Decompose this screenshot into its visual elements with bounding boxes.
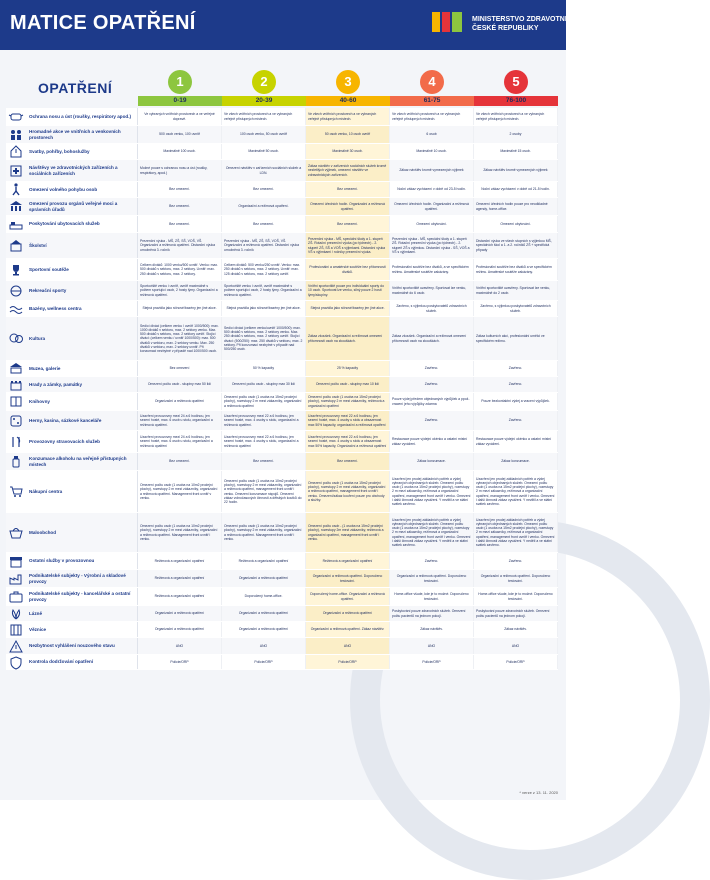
measure-cell-level-4: Poskytování pouze zdravotních služeb. Omezení počtu pacientů na jednom pokoji. — [390, 606, 474, 621]
measure-cell-level-3: Režimová a organizační opatření — [306, 553, 390, 569]
measure-category — [6, 198, 138, 215]
measure-cell-level-1: Možné pouze s ochranou nosu a úst (roušky, respirátory, apod.) — [138, 160, 222, 181]
table-row — [6, 431, 558, 453]
measure-cell-level-1: 500 osob venku, 100 uvnitř — [138, 126, 222, 143]
castle-icon — [8, 378, 24, 392]
table-row — [6, 216, 558, 233]
measure-cell-level-1: Režimová a organizační opatření — [138, 588, 222, 605]
measure-cell-level-5: Omezení úředních hodin pouze pro neodkladné agendy, home-office. — [474, 198, 558, 215]
measure-cell-level-4: Home-office všude, kde je to možné. Doporučeno testování. — [390, 588, 474, 605]
measure-cell-level-5: Uzavření jen prodej základních potřeb a výdej vybraných objednaných služeb. Omezení počtu osob (1 osoba na 15m2 prodejní plochy), rozestupy 2 m mezi zákazníky, režimová a organizační opatření, management front uvnitř i venku. Omezení i další činnosti zákaz vyváženi. Y nedělí a ve státní svátek zavřeno. — [474, 513, 558, 552]
measure-category — [6, 317, 138, 360]
measure-cell-level-5: ANO — [474, 638, 558, 654]
measure-category — [6, 471, 138, 512]
measure-category — [6, 588, 138, 605]
section-title: OPATŘENÍ — [38, 80, 113, 96]
measure-cell-level-1: Policie/ORP — [138, 655, 222, 669]
measure-cell-level-5: Zavřeno. — [474, 361, 558, 376]
measure-category — [6, 233, 138, 258]
measure-cell-level-5: Zavřeno. — [474, 553, 558, 569]
measure-category-label: Hrady a zámky, památky — [29, 381, 83, 387]
ball-icon — [8, 284, 24, 298]
measure-category — [6, 259, 138, 280]
measure-cell-level-5: Organizační a režimová opatření. Doporučeno testování. — [474, 570, 558, 587]
measure-category-label: Provozovny stravovacích služeb — [29, 438, 100, 444]
store-icon — [8, 554, 24, 568]
measure-cell-level-4: Zákaz konzumace. — [390, 453, 474, 470]
measure-cell-level-4: Prezenční výuka - MŠ, speciální školy a 1. stupeň ZŠ. Rotační prezenční výuka (po týdnech) - 2. stupeň ZŠ s výjimkou. Distanční výuka - SŠ, VOŠ a VŠ s výjimkami. — [390, 233, 474, 258]
measure-cell-level-2: Ve všech vnitřních prostorech a ve vybraných veřejně přístupných místech. — [222, 108, 306, 125]
measure-cell-level-1: Prezenční výuka - MŠ, ZŠ, SŠ, VOŠ, VŠ. Organizační a režimová opatření. Distanční výuka umožněná 3. ročník — [138, 233, 222, 258]
measure-category-label: Bazény, wellness centra — [29, 305, 82, 311]
table-row — [6, 471, 558, 513]
table-row — [6, 411, 558, 431]
table-row — [6, 301, 558, 317]
basket-icon — [8, 526, 24, 540]
measure-cell-level-5: Pouze bezkontaktní výdej a vracení výpůjček. — [474, 393, 558, 410]
measure-cell-level-3: Bez omezení. — [306, 216, 390, 232]
measure-category-label: Konzumace alkoholu na veřejně přístupných místech — [29, 456, 127, 467]
measure-category-label: Kultura — [29, 335, 46, 341]
measure-category — [6, 281, 138, 300]
measure-cell-level-2: Doporučený home-office. — [222, 588, 306, 605]
measure-cell-level-5: Omezení ubytování. — [474, 216, 558, 232]
measure-cell-level-4: Noční zákaz vycházení v době od 23-5 hodin. — [390, 182, 474, 197]
measure-cell-level-3: Ve všech vnitřních prostorech a ve vybraných veřejně přístupných místech. — [306, 108, 390, 125]
measure-category-label: Muzea, galerie — [29, 365, 61, 371]
measure-cell-level-5: Zákaz konzumace. — [474, 453, 558, 470]
measure-cell-level-4: Omezení ubytování. — [390, 216, 474, 232]
level-number-3: 3 — [336, 70, 360, 94]
measure-category-label: Poskytování ubytovacích služeb — [29, 221, 100, 227]
measure-cell-level-4: Zavřeno. — [390, 411, 474, 430]
measure-cell-level-2: ANO — [222, 638, 306, 654]
measure-cell-level-3: Organizační a režimová opatření. Doporučeno testování. — [306, 570, 390, 587]
measure-cell-level-3: Bez omezení. — [306, 453, 390, 470]
measure-cell-level-1: Bez omezení. — [138, 198, 222, 215]
table-row — [6, 570, 558, 588]
measure-cell-level-2: Organizační a režimová opatření — [222, 622, 306, 637]
measure-category-label: Knihovny — [29, 398, 50, 404]
measure-category — [6, 411, 138, 430]
measure-cell-level-2: Organizační a režimová opatření — [222, 570, 306, 587]
measure-cell-level-5: Home-office všude, kde je to možné. Doporučeno testování. — [474, 588, 558, 605]
measure-category — [6, 108, 138, 125]
measure-cell-level-1: Organizační a režimová opatření — [138, 606, 222, 621]
measure-cell-level-4: 6 osob — [390, 126, 474, 143]
measure-cell-level-5: Zákaz kulturních akcí, profesionální umělci ve specifickém režimu. — [474, 317, 558, 360]
ministry-logo-icon — [432, 10, 462, 34]
measure-cell-level-3: Omezení počtu osob - skupiny max 10 lidí — [306, 377, 390, 392]
measure-cell-level-2: 50 % kapacity — [222, 361, 306, 376]
measure-cell-level-5: Zavřeno, s výjimkou poskytovatelů zdravotních služeb. — [474, 301, 558, 316]
measure-cell-level-2: Bez omezení. — [222, 182, 306, 197]
measure-cell-level-5: Ve všech vnitřních prostorech a ve vybraných veřejně přístupných místech. — [474, 108, 558, 125]
measure-cell-level-4: Vnitřní sportoviště uzavřeny. Sportovat lze venku, maximálně do 6 osob. — [390, 281, 474, 300]
measure-cell-level-4: Zákaz návštěv kromě vymezených výjimek — [390, 160, 474, 181]
measure-cell-level-2: Organizační a režimová opatření — [222, 606, 306, 621]
measure-cell-level-3: Omezení počtu osob - (1 osoba na 15m2 prodejní plochy), rozestupy 2m mezi zákazníky, režimová a organizační opatření, management front uvnitř i venku. — [306, 513, 390, 552]
measure-category-label: Rekreační sporty — [29, 287, 67, 293]
measure-cell-level-5: Policie/ORP — [474, 655, 558, 669]
level-number-5: 5 — [504, 70, 528, 94]
measure-category — [6, 513, 138, 552]
measure-cell-level-4: Omezení úředních hodin. Organizační a režimová opatření. — [390, 198, 474, 215]
measure-cell-level-2: Prezenční výuka - MŠ, ZŠ, SŠ, VOŠ, VŠ. Organizační a režimová opatření. Distanční výuka umožněná 3. ročník — [222, 233, 306, 258]
measure-cell-level-3: Doporučený home-office. Organizační a režimová opatření. — [306, 588, 390, 605]
table-row — [6, 259, 558, 281]
dice-icon — [8, 414, 24, 428]
level-range-2: 20-39 — [222, 96, 306, 106]
police-icon — [8, 655, 24, 669]
measure-category-label: Hromadné akce ve vnitřních a venkovních prostorech — [29, 129, 121, 140]
measure-cell-level-1: Omezení počtu osob (1 osoba na 10m2 prodejní plochy), rozestupy 2 m mezi zákazníky, organizační a režimová opatření. Management front uvnitř i venku. — [138, 513, 222, 552]
measure-cell-level-2: Stejná pravidla jako stínové/bazény jen jiné akce. — [222, 301, 306, 316]
measure-category-label: Podnikatelské subjekty - Výrobní a skladové provozy — [29, 573, 126, 584]
measure-category-label: Školství — [29, 242, 47, 248]
ministry-name: MINISTERSTVO ZDRAVOTNICTVÍ ČESKÉ REPUBLIKY — [472, 16, 583, 32]
level-range-5: 76-100 — [474, 96, 558, 106]
measure-cell-level-2: Policie/ORP — [222, 655, 306, 669]
measure-cell-level-1: Uzavření provozovny mezi 24 a 6 hodinou, jen sezení hosté, max. 6 osob u stolu, organizační a režimová opatření. — [138, 411, 222, 430]
measure-cell-level-3: Zákaz návštěv v zařízeních sociálních služeb kromě nezletilých výjimek, omezení návštěv ve zdravotnických zařízeních. — [306, 160, 390, 181]
measures-table — [6, 108, 558, 670]
level-number-1: 1 — [168, 70, 192, 94]
measure-cell-level-4: Uzavření jen prodej základních potřeb a výdej vybraných objednaných služeb. Omezení počtu osob (1 osoba na 15m2 prodejní plochy), rozestupy 2 m mezi zákazníky, režimová a organizační opatření, management front uvnitř i venku. Omezení i další činnosti zákaz vyváženi. Y nezlitil a ve státní svátek zavřeno. — [390, 471, 474, 512]
table-row — [6, 160, 558, 182]
theater-icon — [8, 332, 24, 346]
level-range-3: 40-60 — [306, 96, 390, 106]
measure-cell-level-2: 100 osob venku, 50 osob uvnitř — [222, 126, 306, 143]
measure-cell-level-3: Stejná pravidla jako stínové/bazény jen jiné akce. — [306, 301, 390, 316]
measure-cell-level-1: Bez omezení. — [138, 453, 222, 470]
measure-category — [6, 160, 138, 181]
measure-cell-level-1: Sportoviště venku i uvnitř, uvnitř maximálně s počtem sportující osob, 2 hosty lýmy. Organizační a režimová opatření. — [138, 281, 222, 300]
measure-cell-level-4: Restaurace pouze výdejní okénko a ostatní místní zákaz vyváženi. — [390, 431, 474, 452]
measure-cell-level-1: ANO — [138, 638, 222, 654]
version-note: * verze z 13. 11. 2020 — [519, 790, 558, 795]
measure-cell-level-2: Omezení počtu osob (1 osoba na 10m2 prodejní plochy), rozestupy 2 m mezi zákazníky, organizační a režimová opatření. Management front uvnitř i venku. — [222, 513, 306, 552]
factory-icon — [8, 572, 24, 586]
measure-cell-level-4: Maximálně 10 osob. — [390, 144, 474, 159]
measure-category — [6, 606, 138, 621]
measure-cell-level-3: Omezení počtu osob (1 osoba na 15m2 prodejní plochy), rozestupy 2 m mezi zákazníky, režimová a organizační opatření — [306, 393, 390, 410]
measure-cell-level-2: Uzavření provozovny mezi 22 a 6 hodinou, jen sezení hosté, max. 4 osoby u stolu, organizační a režimová opatření. — [222, 411, 306, 430]
measure-category — [6, 301, 138, 316]
measure-cell-level-3: Uzavření provozovny mezi 22 a 6 hodinou, jen sezení hosté, max. 4 osoby u stolu a obsazenost max 50% kapacity, organizační a režimová opatření — [306, 411, 390, 430]
measure-cell-level-5: Zavřeno. — [474, 411, 558, 430]
measure-category — [6, 622, 138, 637]
measure-cell-level-1: Režimová a organizační opatření — [138, 570, 222, 587]
measure-cell-level-4: Zavřeno. — [390, 553, 474, 569]
table-row — [6, 453, 558, 471]
measure-cell-level-1: Organizační a režimová opatření — [138, 622, 222, 637]
measure-cell-level-1: Organizační a režimová opatření — [138, 393, 222, 410]
measure-cell-level-2: Omezení počtu osob (1 osoba na 15m2 prodejní plochy), rozestupy 2 m mezi zákazníky, organizační a režimová opatření — [222, 393, 306, 410]
measure-category-label: Ochrana nosu a úst (roušky, respirátory apod.) — [29, 113, 132, 119]
measure-cell-level-3: Maximálně 30 osob. — [306, 144, 390, 159]
measure-cell-level-1: Omezení počtu osob (1 osoba na 10m2 prodejní plochy), rozestupy 2 m mezi zákazníky, organizační a režimová opatření. Management front uvnitř v venku. — [138, 471, 222, 512]
measure-cell-level-3: Vnitřní sportoviště pouze pro individuální sporty do 10 osob. Sportovat lze venku, silný pouze 2 hosti lýmy/skupiny. — [306, 281, 390, 300]
measure-cell-level-2: Sedící diváci (celkem venku/uvnitř 1000/500): max. 500 diváků v sektoru, max. 2 sektory venku. Max. 250 diváků v sektoru, max. 2 sektory uvnitř. Stojící diváci: (500/250): max. 250 diváků v sektoru, max. 2 sektory. Při konzumaci nezbytné v případě nad 500/250 osob. — [222, 317, 306, 360]
measure-cell-level-5: Distanční výuka ve všech stupních s výjimkou MŠ, speciálních škol a 1. a 2. ročníků ZŠ + specifická případy — [474, 233, 558, 258]
table-row — [6, 377, 558, 393]
measure-category — [6, 570, 138, 587]
measure-cell-level-3: Policie/ORP — [306, 655, 390, 669]
measure-category — [6, 638, 138, 654]
measure-category — [6, 393, 138, 410]
measure-cell-level-4: Profesionální soutěže bez diváků, a ve specifickém režimu. Amatérské soutěže zakázány. — [390, 259, 474, 280]
measure-category-label: Návštěvy ve zdravotnických zařízeních a sociálních zařízeních — [29, 165, 118, 176]
measure-cell-level-4: Zavřeno, s výjimkou poskytovatelů zdravotních služeb. — [390, 301, 474, 316]
measure-category — [6, 453, 138, 470]
measure-cell-level-5: Zavřeno. — [474, 377, 558, 392]
measure-category-label: Herny, kasina, sázkové kanceláře — [29, 417, 102, 423]
measure-cell-level-4: Zavřeno. — [390, 361, 474, 376]
table-row — [6, 126, 558, 144]
measure-cell-level-4: Ve všech vnitřních prostorech a ve vybraných veřejně přístupných místech. — [390, 108, 474, 125]
walk-icon — [8, 183, 24, 197]
measure-cell-level-4: Pouze výdej předem objednaných výpůjček a ppož-vracení jeho výpůjčky zdarma — [390, 393, 474, 410]
measure-category — [6, 553, 138, 569]
measure-cell-level-3: ANO — [306, 638, 390, 654]
measure-cell-level-2: Bez omezení. — [222, 453, 306, 470]
measure-cell-level-3: Prezenční výuka - MŠ, speciální školy a 1. stupeň ZŠ. Rotační prezenční výuka (po týdnech) - 2. stupeň ZŠ, SŠ a VOŠ s výjimkami. Distanční výuka VŠ s výjimkami / ročníky prezenční výuka. — [306, 233, 390, 258]
measure-category — [6, 182, 138, 197]
measure-cell-level-5: Zákaz návštěv. — [474, 622, 558, 637]
table-row — [6, 393, 558, 411]
measure-cell-level-5: Uzavření jen prodej základních potřeb a výdej vybraných objednaných služeb. Omezení počtu osob (1 osoba na 15m2 prodejní plochy), rozestupy 2 m mezi zákazníky, režimová a organizační opatření, management front uvnitř i venku. Omezení i další činnosti zákaz vyváženi. Y nezlitil a ve státní svátek zavřeno. — [474, 471, 558, 512]
measure-cell-level-2: Celkem diváků: 500 venku/250 uvnitř. Venku: max. 250 diváků v sektoru, max. 2 sektory. Uvnitř: max. 125 diváků v sektoru, max. 2 sektory uvnitř. — [222, 259, 306, 280]
measure-cell-level-3: Bez omezení. — [306, 182, 390, 197]
measure-cell-level-3: Profesionální a amatérské soutěže bez přítomnosti diváků. — [306, 259, 390, 280]
spa-icon — [8, 607, 24, 621]
measure-cell-level-5: 2 osoby — [474, 126, 558, 143]
measure-cell-level-2: Omezení počtu osob (1 osoba na 10m2 prodejní plochy), rozestupy 2 m mezi zákazníky, organizační a režimová opatření, management front uvnitř i venku. Omezení konzumace nápojů. Omezení zákaz volnočasových činností a dětských koutků do 22 hodin. — [222, 471, 306, 512]
measure-cell-level-3: Omezení počtu osob (1 osoba na 15m2 prodejní plochy), rozestupy 2 m mezi zákazníky, organizační a režimová opatření, management front uvnitř i venku. Omezení/zákaz kouření pouze pro obchody a služby. — [306, 471, 390, 512]
measure-cell-level-4: Zákaz zkoušek. Organizační a režimová omezení přítomnosti osob na zkouškách. — [390, 317, 474, 360]
mask-icon — [8, 110, 24, 124]
measure-cell-level-3: Omezení úředních hodin. Organizační a režimová opatření. — [306, 198, 390, 215]
measure-cell-level-3: 50 osob venku, 10 osob uvnitř — [306, 126, 390, 143]
school-icon — [8, 239, 24, 253]
table-row — [6, 281, 558, 301]
measure-cell-level-4: ANO — [390, 638, 474, 654]
wave-icon — [8, 302, 24, 316]
measure-cell-level-5: Restaurace pouze výdejní okénko a ostatní místní zákaz vyváženi. — [474, 431, 558, 452]
crowd-icon — [8, 128, 24, 142]
measure-category-label: Podnikatelské subjekty - kancelářské a ostatní provozy — [29, 591, 131, 602]
table-row — [6, 361, 558, 377]
level-range-4: 61-75 — [390, 96, 474, 106]
table-row — [6, 198, 558, 216]
measure-cell-level-4: Organizační a režimová opatření. Doporučeno testování. — [390, 570, 474, 587]
measure-cell-level-3: 25 % kapacity — [306, 361, 390, 376]
table-row — [6, 317, 558, 361]
hospital-icon — [8, 164, 24, 178]
measure-cell-level-1: Režimová a organizační opatření — [138, 553, 222, 569]
level-range-1: 0-19 — [138, 96, 222, 106]
measure-cell-level-3: Uzavření provozovny mezi 22 a 6 hodinou, jen sezení hosté, max. 4 osoby u stolu a obsazenost max 50% kapacity, Organizační a režimová opatření — [306, 431, 390, 452]
measure-cell-level-5: Profesionální soutěže bez diváků a ve specifickém režimu. Amatérské soutěže zakázány. — [474, 259, 558, 280]
book-icon — [8, 395, 24, 409]
measure-cell-level-2: Organizační a režimová opatření. — [222, 198, 306, 215]
measure-category-label: Svatby, pohřby, bohoslužby — [29, 148, 90, 154]
measure-cell-level-5: Vnitřní sportoviště uzavřeny. Sportovat lze venku, maximálně do 2 osob. — [474, 281, 558, 300]
measure-cell-level-2: Režimová a organizační opatření — [222, 553, 306, 569]
measure-cell-level-1: Bez omezení. — [138, 182, 222, 197]
museum-icon — [8, 362, 24, 376]
measure-category-label: Kontrola dodržování opatření — [29, 659, 94, 665]
table-row — [6, 588, 558, 606]
cart-icon — [8, 485, 24, 499]
measure-cell-level-1: Celkem diváků: 1000 venku/500 uvnitř. Venku: max. 500 diváků v sektoru, max. 2 sektory. Uvnitř: max. 250 diváků v sektoru, max. 2 sektory. — [138, 259, 222, 280]
measure-cell-level-3: Organizační a režimová opatření. Zákaz návštěv. — [306, 622, 390, 637]
measure-category-label: Nákupní centra — [29, 488, 63, 494]
measure-cell-level-2: Uzavření provozovny mezi 22 a 6 hodinou, jen sezení hosté, max. 4 osoby u stolu, organizační a režimová opatření — [222, 431, 306, 452]
measure-category — [6, 431, 138, 452]
measure-cell-level-5: Poskytování pouze zdravotních služeb. Omezení počtu pacientů na jednom pokoji. — [474, 606, 558, 621]
measure-category-label: Lázně — [29, 610, 43, 616]
measure-category — [6, 361, 138, 376]
food-icon — [8, 435, 24, 449]
measure-cell-level-4: Uzavření jen prodej základních potřeb a výdej vybraných objednaných služeb. Omezení počtu osob (1 osoba na 15m2 prodejní plochy), rozestupy 2 m mezi zákazníky, režimová a organizační opatření, management front uvnitř i venku. Omezení i další činnosti zákaz vyváženi. Y nedělí a ve státní svátek zavřeno. — [390, 513, 474, 552]
measure-cell-level-4: Zavřeno. — [390, 377, 474, 392]
table-row — [6, 638, 558, 655]
measure-cell-level-1: Ve vybraných vnitřních prostorech a ve veřejné dopravě. — [138, 108, 222, 125]
table-row — [6, 606, 558, 622]
trophy-icon — [8, 263, 24, 277]
table-row — [6, 182, 558, 198]
briefcase-icon — [8, 590, 24, 604]
table-row — [6, 622, 558, 638]
hotel-icon — [8, 217, 24, 231]
measure-category — [6, 126, 138, 143]
measure-category-label: Omezení volného pohybu osob — [29, 186, 98, 192]
measure-category-label: Maloobchod — [29, 529, 57, 535]
measure-cell-level-2: Maximálně 50 osob. — [222, 144, 306, 159]
measure-category-label: Sportovní soutěže — [29, 266, 69, 272]
jail-icon — [8, 623, 24, 637]
measure-cell-level-2: Omezení počtu osob - skupiny max 30 lidí — [222, 377, 306, 392]
level-number-2: 2 — [252, 70, 276, 94]
measure-category-label: Nezbytnost vyhlášení nouzového stavu — [29, 643, 115, 649]
table-row — [6, 513, 558, 553]
table-row — [6, 144, 558, 160]
level-number-4: 4 — [420, 70, 444, 94]
table-row — [6, 108, 558, 126]
measure-cell-level-5: Noční zákaz vycházení v době od 21-5 hodin. — [474, 182, 558, 197]
measure-cell-level-5: Maximálně 15 osob. — [474, 144, 558, 159]
page-title: MATICE OPATŘENÍ — [10, 12, 196, 34]
table-row — [6, 233, 558, 259]
measure-cell-level-1: Sedící diváci (celkem venku / uvnitř 1000/500): max. 1000 diváků v sektoru, max. 2 sektory venku. Max. 500 diváků v sektoru, max. 2 sektory uvnitř. Stojící diváci: (celkem venku / uvnitř 1000/500): max. 500 diváků v sektoru, max. 2 sektory venku. Max. 250 diváků v sektoru, max. 2 sektory uvnitř. Při konzumaci nezbytné v případě nad 1000/500 osob. — [138, 317, 222, 360]
measure-cell-level-4: Zákaz návštěv. — [390, 622, 474, 637]
office-icon — [8, 200, 24, 214]
measure-cell-level-1: Bez omezení — [138, 361, 222, 376]
table-row — [6, 655, 558, 670]
measure-cell-level-1: Stejná pravidla jako stínové/bazény jen jiné akce. — [138, 301, 222, 316]
measure-category-label: Omezení provozu orgánů veřejné moci a správních úřadů — [29, 201, 118, 212]
alarm-icon — [8, 639, 24, 653]
measure-category — [6, 216, 138, 232]
header-bar — [0, 0, 583, 50]
measure-cell-level-4: Policie/ORP — [390, 655, 474, 669]
measure-cell-level-1: Bez omezení. — [138, 216, 222, 232]
measure-cell-level-2: Omezení návštěv v zařízeních sociálních služeb a LDN. — [222, 160, 306, 181]
measure-cell-level-1: Uzavření provozovny mezi 24 a 6 hodinou, jen sezení hosté, max. 6 osob u stolu, organizační a režimová opatření — [138, 431, 222, 452]
measure-category — [6, 144, 138, 159]
measure-cell-level-2: Sportoviště venku i uvnitř, uvnitř maximálně s počtem sportující osob, 2 hosty lýmy. Organizační a režimová opatření. — [222, 281, 306, 300]
bottle-icon — [8, 455, 24, 469]
measure-cell-level-5: Zákaz návštěv kromě vymezených výjimek — [474, 160, 558, 181]
measure-category-label: Ostatní služby v provozovnou — [29, 558, 95, 564]
measure-category — [6, 655, 138, 669]
measure-cell-level-3: Organizační a režimová opatření — [306, 606, 390, 621]
measure-cell-level-1: Omezení počtu osob - skupiny max 50 lidí — [138, 377, 222, 392]
measure-cell-level-2: Bez omezení. — [222, 216, 306, 232]
measure-cell-level-3: Zákaz zkoušek. Organizační a režimová omezení přítomnosti osob na zkouškách. — [306, 317, 390, 360]
measure-cell-level-1: Maximálně 100 osob. — [138, 144, 222, 159]
measure-category-label: Věznice — [29, 626, 47, 632]
church-icon — [8, 145, 24, 159]
table-row — [6, 553, 558, 570]
measure-category — [6, 377, 138, 392]
